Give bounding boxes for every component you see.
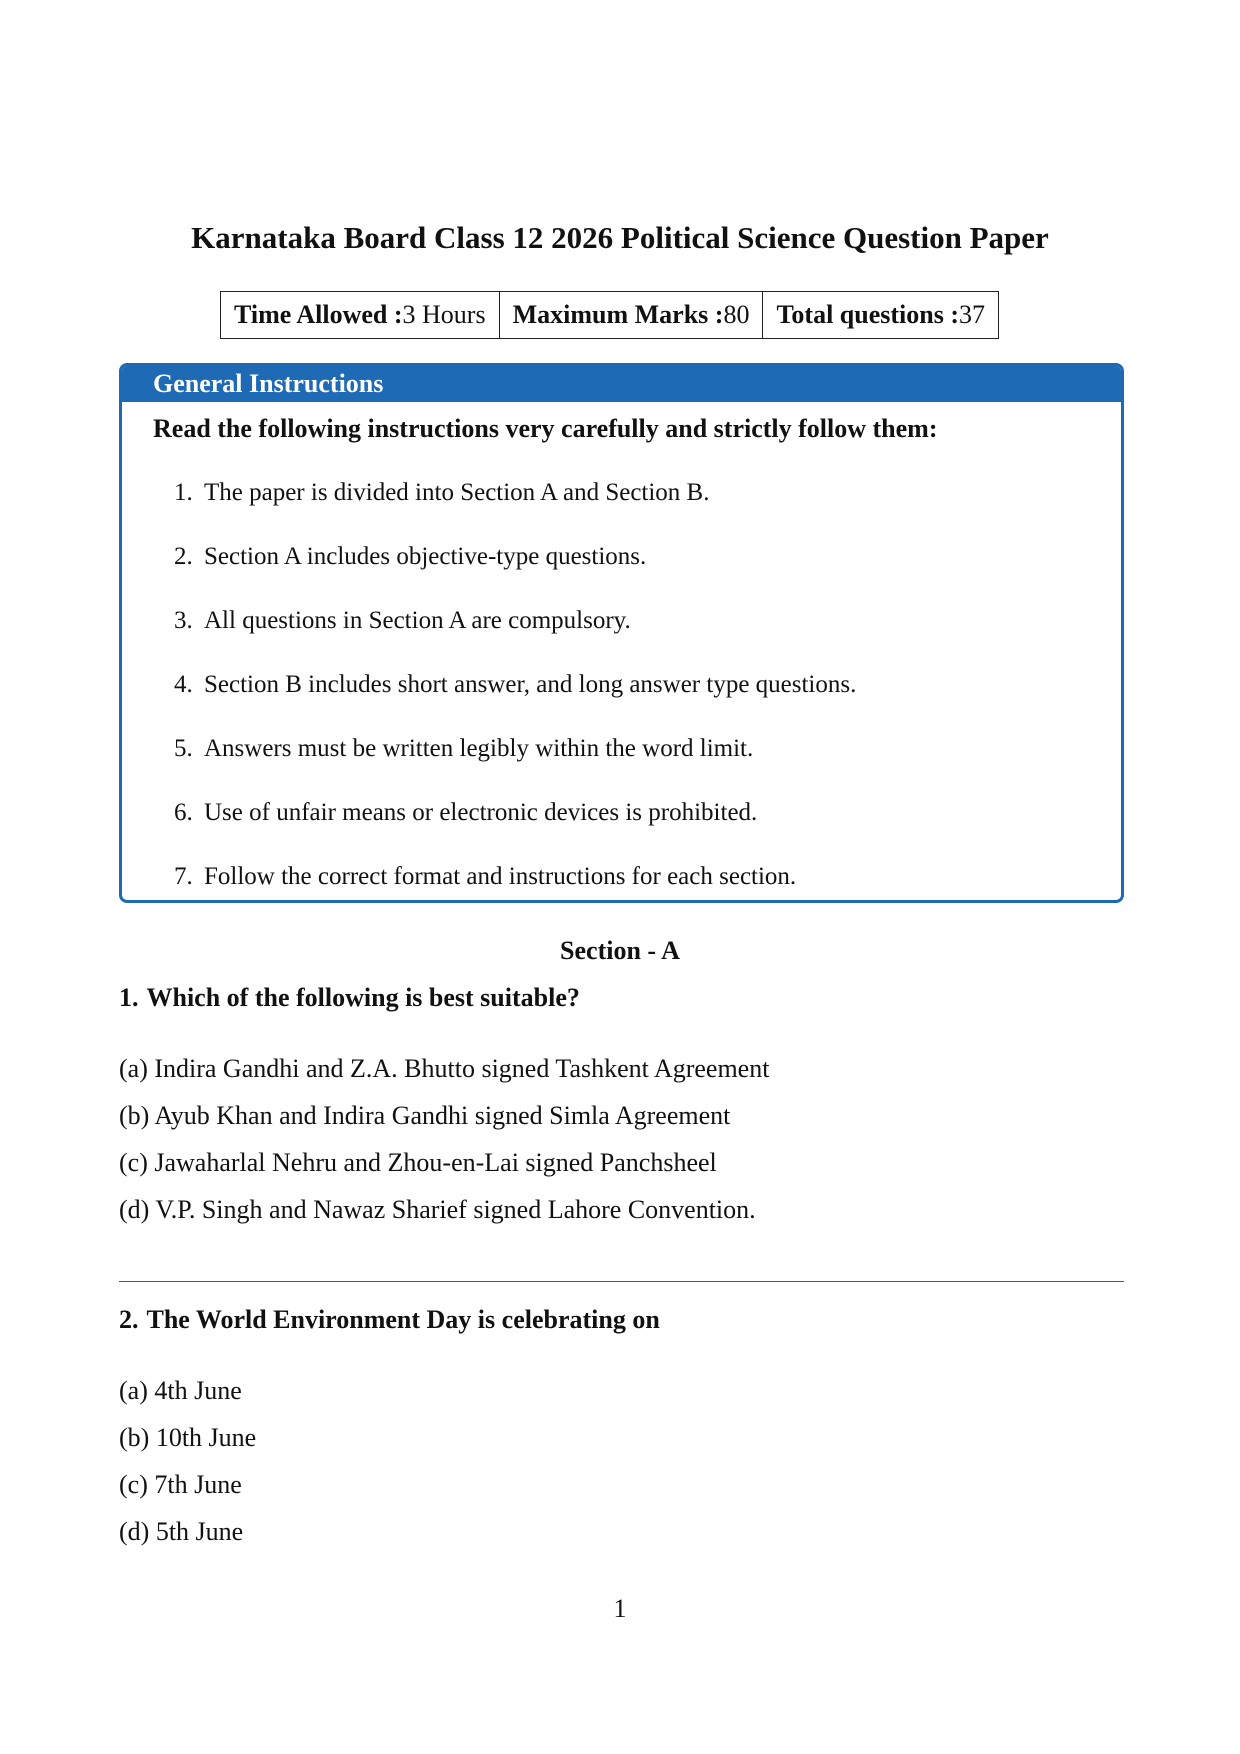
instruction-text: Follow the correct format and instructions for each section. bbox=[204, 863, 797, 890]
instruction-number: 2. bbox=[174, 543, 193, 570]
option-a: (a) 4th June bbox=[119, 1376, 242, 1405]
instructions-header: General Instructions bbox=[122, 366, 1121, 402]
instruction-number: 3. bbox=[174, 607, 193, 634]
total-questions-value: 37 bbox=[959, 300, 985, 329]
section-a-heading: Section - A bbox=[560, 936, 680, 965]
time-allowed-label: Time Allowed : bbox=[234, 300, 403, 329]
instruction-text: Section A includes objective-type questions. bbox=[204, 543, 647, 570]
instruction-text: Section B includes short answer, and long answer type questions. bbox=[204, 671, 857, 698]
paper-title: Karnataka Board Class 12 2026 Political Science Question Paper bbox=[191, 220, 1049, 255]
option-d: (d) 5th June bbox=[119, 1517, 244, 1546]
question-1-options bbox=[119, 1052, 769, 1240]
total-questions-label: Total questions : bbox=[776, 300, 959, 329]
question-text: Which of the following is best suitable? bbox=[146, 983, 580, 1012]
question-text: The World Environment Day is celebrating on bbox=[146, 1305, 660, 1334]
question-divider bbox=[119, 1281, 1124, 1282]
instruction-text: All questions in Section A are compulsory. bbox=[204, 607, 631, 634]
time-allowed-value: 3 Hours bbox=[402, 300, 486, 329]
question-2 bbox=[119, 1303, 660, 1337]
instruction-number: 6. bbox=[174, 799, 193, 826]
maximum-marks-cell bbox=[499, 292, 763, 339]
instruction-item bbox=[174, 540, 856, 604]
option-d: (d) V.P. Singh and Nawaz Sharief signed Lahore Convention. bbox=[119, 1195, 756, 1224]
instruction-text: Use of unfair means or electronic devices is prohibited. bbox=[204, 799, 758, 826]
instruction-item bbox=[174, 796, 856, 860]
total-questions-cell bbox=[763, 292, 999, 339]
instructions-lead: Read the following instructions very carefully and strictly follow them: bbox=[153, 414, 938, 443]
maximum-marks-value: 80 bbox=[723, 300, 750, 329]
instruction-text: The paper is divided into Section A and Section B. bbox=[204, 479, 710, 506]
question-2-options bbox=[119, 1374, 256, 1562]
instruction-number: 7. bbox=[174, 863, 193, 890]
option-b: (b) Ayub Khan and Indira Gandhi signed Simla Agreement bbox=[119, 1101, 731, 1130]
question-1 bbox=[119, 981, 580, 1015]
instruction-item bbox=[174, 860, 856, 903]
instruction-number: 1. bbox=[174, 479, 193, 506]
option-c: (c) Jawaharlal Nehru and Zhou-en-Lai signed Panchsheel bbox=[119, 1148, 717, 1177]
instruction-text: Answers must be written legibly within the word limit. bbox=[204, 735, 754, 762]
question-number: 2. bbox=[119, 1305, 139, 1334]
option-b: (b) 10th June bbox=[119, 1423, 257, 1452]
instruction-item bbox=[174, 604, 856, 668]
instruction-item bbox=[174, 476, 856, 540]
option-c: (c) 7th June bbox=[119, 1470, 242, 1499]
instructions-list bbox=[174, 476, 856, 903]
maximum-marks-label: Maximum Marks : bbox=[512, 300, 724, 329]
instruction-item bbox=[174, 668, 856, 732]
general-instructions-box bbox=[119, 363, 1124, 903]
page-number: 1 bbox=[613, 1594, 627, 1623]
exam-meta-table bbox=[220, 291, 999, 339]
instruction-number: 5. bbox=[174, 735, 193, 762]
option-a: (a) Indira Gandhi and Z.A. Bhutto signed Tashkent Agreement bbox=[119, 1054, 770, 1083]
instruction-item bbox=[174, 732, 856, 796]
instruction-number: 4. bbox=[174, 671, 193, 698]
question-number: 1. bbox=[119, 983, 139, 1012]
time-allowed-cell bbox=[221, 292, 500, 339]
